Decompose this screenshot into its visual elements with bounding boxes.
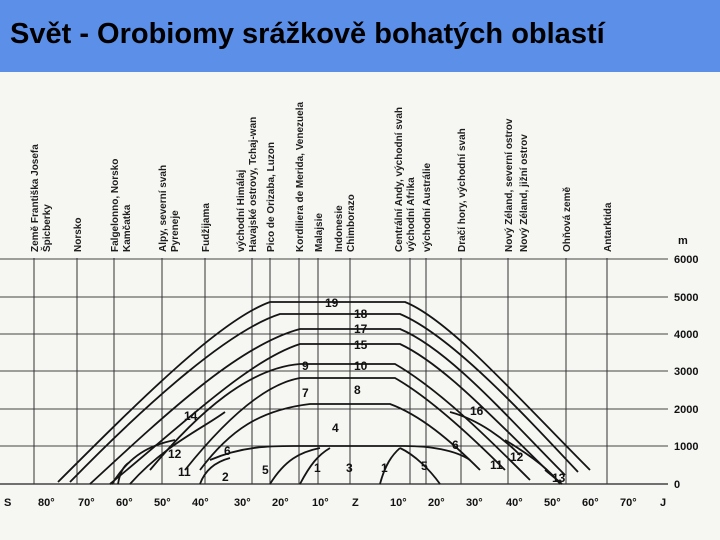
location-label: Indonesie xyxy=(334,205,345,252)
zone-curve-8 xyxy=(185,378,505,470)
location-labels xyxy=(30,102,614,252)
zone-number: 11 xyxy=(490,458,503,472)
latitude-label: 70° xyxy=(78,497,95,509)
location-label: Dračí hory, východní svah xyxy=(457,128,468,252)
altitude-label: 6000 xyxy=(674,254,699,266)
zone-number: 1 xyxy=(314,461,321,475)
zone-number: 13 xyxy=(552,471,566,485)
zone-number: 15 xyxy=(354,338,368,352)
zone-number: 6 xyxy=(452,438,459,452)
zone-number: 18 xyxy=(354,307,368,321)
zone-number: 4 xyxy=(332,421,339,435)
latitude-label: 50° xyxy=(154,497,171,509)
location-label: Centrální Andy, východní svah xyxy=(394,106,405,252)
location-label: Malajsie xyxy=(314,213,325,252)
altitude-label: 0 xyxy=(674,479,681,491)
location-label: Norsko xyxy=(73,217,84,252)
location-label: Nový Zéland, severní ostrov xyxy=(504,118,515,252)
zone-number: 3 xyxy=(346,461,353,475)
zone-number: 6 xyxy=(224,444,231,458)
altitude-gridlines xyxy=(0,259,668,484)
latitude-label: 10° xyxy=(312,497,329,509)
latitude-labels xyxy=(4,497,666,509)
zone-number: 17 xyxy=(354,322,368,336)
latitude-label: 80° xyxy=(38,497,55,509)
zone-number: 19 xyxy=(325,296,339,310)
altitude-label: 3000 xyxy=(674,366,699,378)
zone-number: 5 xyxy=(262,463,269,477)
location-label: Alpy, severní svah xyxy=(158,164,169,252)
latitude-end-left: S xyxy=(4,497,12,509)
zone-number: 8 xyxy=(354,383,361,397)
location-label: Nový Zéland, jižní ostrov xyxy=(519,134,530,252)
page-title: Svět - Orobiomy srážkově bohatých oblastí xyxy=(10,18,605,50)
location-label: východní Austrálie xyxy=(422,162,433,252)
location-label: Kordiliera de Merida, Venezuela xyxy=(295,101,306,252)
zone-number: 11 xyxy=(178,465,191,479)
latitude-label: 50° xyxy=(544,497,561,509)
location-label: Pico de Orizaba, Luzon xyxy=(266,141,277,252)
zone-number: 12 xyxy=(510,450,524,464)
zone-curve-6 xyxy=(210,446,470,460)
altitude-labels xyxy=(674,254,698,491)
latitude-label: 40° xyxy=(506,497,523,509)
zone-number: 1 xyxy=(381,461,388,475)
zone-curve-4 xyxy=(200,404,480,470)
latitude-label: 10° xyxy=(390,497,407,509)
location-label: Kamčatka xyxy=(122,204,133,252)
zone-curve-12a xyxy=(112,440,175,484)
latitude-end-right: J xyxy=(660,497,667,509)
location-label: Chimborazo xyxy=(346,194,357,252)
location-label: Antarktida xyxy=(603,202,614,252)
location-label: Země Františka Josefa xyxy=(30,144,41,252)
zone-number: 9 xyxy=(302,359,309,373)
zone-number: 14 xyxy=(184,409,198,423)
altitude-label: 4000 xyxy=(674,329,699,341)
location-label: Ohňová země xyxy=(562,186,573,252)
zone-curve-5b xyxy=(400,448,440,484)
latitude-label: 30° xyxy=(234,497,251,509)
location-label: Falgelonno, Norsko xyxy=(110,158,121,252)
latitude-label: 40° xyxy=(192,497,209,509)
latitude-label: 70° xyxy=(620,497,637,509)
latitude-label: Z xyxy=(352,497,359,509)
zone-number: 16 xyxy=(470,404,484,418)
zone-number: 5 xyxy=(421,459,428,473)
latitude-label: 20° xyxy=(428,497,445,509)
location-label: východní Afrika xyxy=(406,177,417,252)
location-label: východní Himálaj xyxy=(236,169,247,252)
location-label: Pyreneje xyxy=(170,210,181,252)
latitude-label: 60° xyxy=(582,497,599,509)
location-label: Špicberky xyxy=(42,204,53,252)
zone-number: 12 xyxy=(168,447,182,461)
zone-number: 10 xyxy=(354,359,368,373)
latitude-label: 30° xyxy=(466,497,483,509)
zone-curve-15 xyxy=(110,344,555,484)
altitude-label: 2000 xyxy=(674,404,699,416)
zone-number: 7 xyxy=(302,386,309,400)
altitude-label: 5000 xyxy=(674,292,699,304)
location-label: Havajské ostrovy, Tchaj-wan xyxy=(248,116,259,252)
altitude-label: 1000 xyxy=(674,441,699,453)
altitude-unit-label: m xyxy=(678,235,688,247)
zone-curve-18 xyxy=(70,314,578,482)
latitude-label: 20° xyxy=(272,497,289,509)
latitude-label: 60° xyxy=(116,497,133,509)
zone-curve-5a xyxy=(270,448,320,484)
zone-number: 2 xyxy=(222,470,229,484)
location-label: Fudžijama xyxy=(201,203,212,252)
